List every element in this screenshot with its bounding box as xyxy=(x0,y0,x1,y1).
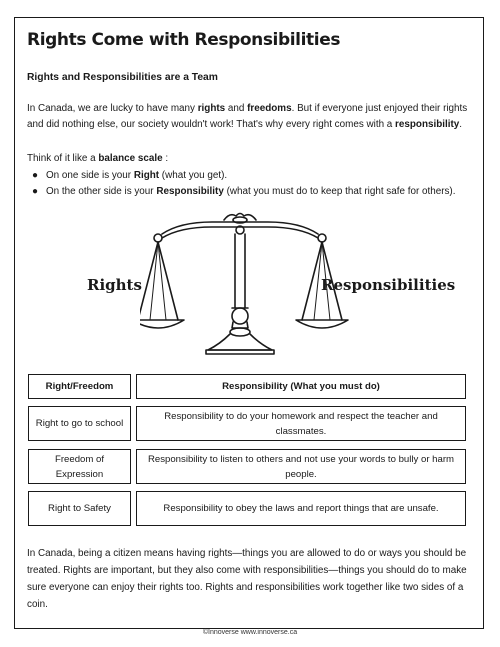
table-cell-right: Freedom of Expression xyxy=(28,449,131,484)
table-cell-right: Right to Safety xyxy=(28,491,131,526)
closing-paragraph: In Canada, being a citizen means having rights—things you are allowed to do or ways you should be treated. Rights are important, but they also come with responsibilities—things you should do to make sure everyone can enjoy their rights too. Rights and responsibilities work together like two sides of a coin. xyxy=(27,548,467,610)
balance-scale-intro: Think of it like a balance scale : xyxy=(27,153,169,164)
page-title: Rights Come with Responsibilities xyxy=(27,30,341,50)
table-cell-responsibility: Responsibility to obey the laws and report things that are unsafe. xyxy=(136,491,466,526)
table-cell-right: Right to go to school xyxy=(28,406,131,441)
scale-label-responsibilities: Responsibilities xyxy=(321,276,456,294)
footer-credit: ©Innoverse www.innoverse.ca xyxy=(202,629,298,636)
table-cell-responsibility: Responsibility to do your homework and respect the teacher and classmates. xyxy=(136,406,466,441)
table-cell-responsibility: Responsibility to listen to others and not use your words to bully or harm people. xyxy=(136,449,466,484)
section-subheading: Rights and Responsibilities are a Team xyxy=(27,72,218,83)
list-item: ● On the other side is your Responsibility (what you must do to keep that right safe for others). xyxy=(32,184,455,200)
bullet-dot-icon: ● xyxy=(32,170,39,181)
table-header-responsibility: Responsibility (What you must do) xyxy=(136,374,466,399)
list-item: ● On one side is your Right (what you get). xyxy=(32,168,455,184)
bullet-dot-icon: ● xyxy=(32,186,39,197)
intro-paragraph: In Canada, we are lucky to have many rights and freedoms. But if everyone just enjoyed their rights and did nothing else, our society wouldn't work! That's why every right comes with a responsibility. xyxy=(27,103,468,130)
bullet-list xyxy=(32,168,455,200)
scale-label-rights: Rights xyxy=(87,276,142,294)
table-header-right: Right/Freedom xyxy=(28,374,131,399)
